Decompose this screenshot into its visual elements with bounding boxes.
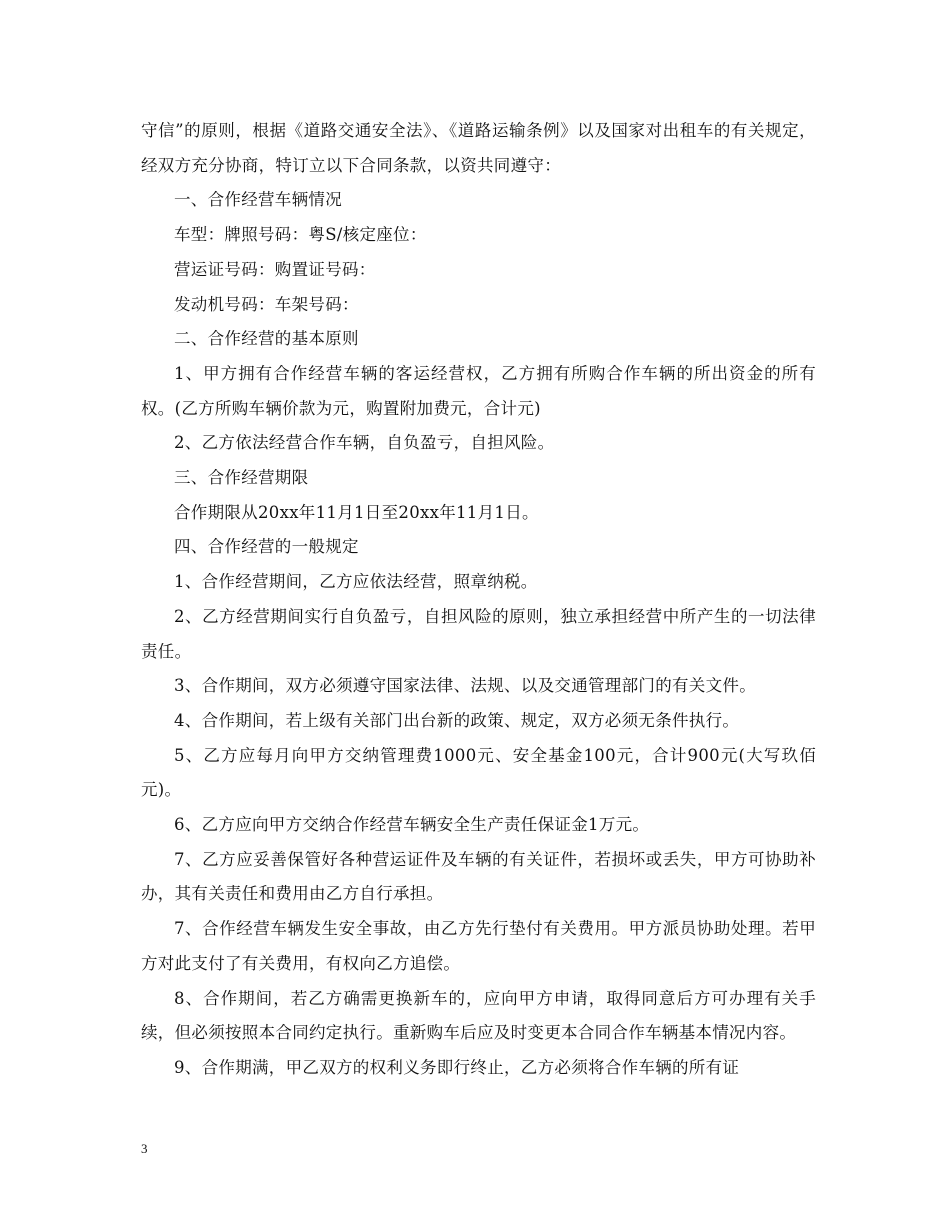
paragraph: 3、合作期间，双方必须遵守国家法律、法规、以及交通管理部门的有关文件。 bbox=[174, 676, 756, 696]
page-number: 3 bbox=[141, 1141, 148, 1156]
paragraph: 7、合作经营车辆发生安全事故，由乙方先行垫付有关费用。甲方派员协助处理。若甲方对此支付了有关费用，有权向乙方追偿。 bbox=[141, 919, 816, 973]
section-heading: 二、合作经营的基本原则 bbox=[174, 329, 359, 349]
paragraph: 4、合作期间，若上级有关部门出台新的政策、规定，双方必须无条件执行。 bbox=[174, 710, 740, 730]
paragraph: 2、乙方依法经营合作车辆，自负盈亏，自担风险。 bbox=[174, 433, 555, 453]
paragraph: 7、乙方应妥善保管好各种营运证件及车辆的有关证件，若损坏或丢失，甲方可协助补办，其有关责任和费用由乙方自行承担。 bbox=[141, 849, 816, 904]
paragraph: 1、甲方拥有合作经营车辆的客运经营权，乙方拥有所购合作车辆的所出资金的所有权。(乙方所购车辆价款为元，购置附加费元，合计元) bbox=[141, 363, 816, 418]
paragraph: 8、合作期间，若乙方确需更换新车的，应向甲方申请，取得同意后方可办理有关手续，但必须按照本合同约定执行。重新购车后应及时变更本合同合作车辆基本情况内容。 bbox=[141, 988, 816, 1043]
paragraph: 发动机号码：车架号码： bbox=[174, 294, 359, 314]
section-heading: 三、合作经营期限 bbox=[174, 468, 309, 488]
paragraph: 9、合作期满，甲乙双方的权利义务即行终止，乙方必须将合作车辆的所有证 bbox=[174, 1057, 740, 1077]
section-heading: 一、合作经营车辆情况 bbox=[174, 190, 342, 210]
paragraph: 守信”的原则，根据《道路交通安全法》、《道路运输条例》以及国家对出租车的有关规定，经双方充分协商，特订立以下合同条款，以资共同遵守： bbox=[141, 121, 816, 175]
paragraph: 车型：牌照号码：粤S/核定座位： bbox=[174, 225, 427, 245]
paragraph: 合作期限从20xx年11月1日至20xx年11月1日。 bbox=[174, 502, 539, 522]
paragraph: 2、乙方经营期间实行自负盈亏，自担风险的原则，独立承担经营中所产生的一切法律责任。 bbox=[141, 606, 816, 661]
section-heading: 四、合作经营的一般规定 bbox=[174, 537, 359, 557]
paragraph: 1、合作经营期间，乙方应依法经营，照章纳税。 bbox=[174, 572, 538, 592]
paragraph: 5、乙方应每月向甲方交纳管理费1000元、安全基金100元，合计900元(大写玖佰元)。 bbox=[141, 745, 816, 800]
paragraph: 6、乙方应向甲方交纳合作经营车辆安全生产责任保证金1万元。 bbox=[174, 815, 650, 835]
document-body bbox=[141, 114, 816, 1086]
paragraph: 营运证号码：购置证号码： bbox=[174, 259, 376, 279]
